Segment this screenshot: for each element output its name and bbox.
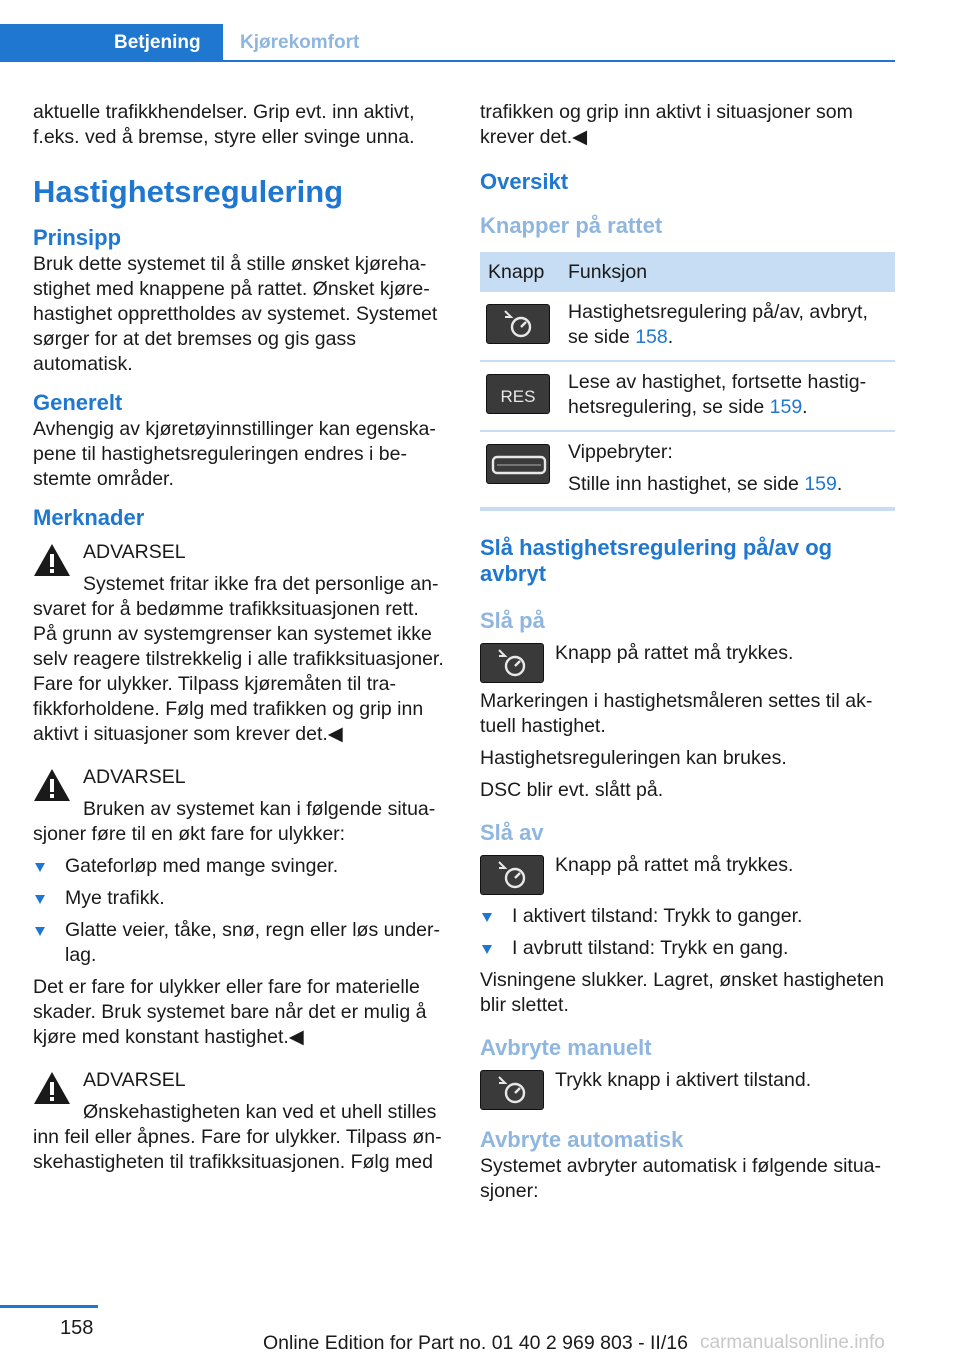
warning-bullet-list [33,854,448,968]
tab-betjening[interactable]: Betjening [0,24,223,62]
auto-heading: Avbryte automatisk [480,1127,684,1152]
slaav-text: Knapp på rattet må trykkes. [555,854,794,876]
list-item: Gateforløp med mange svinger. [33,854,448,879]
slapa-p1: Markeringen i hastighetsmåleren settes til aktuell hastighet. [480,690,873,737]
warning-block-1 [33,540,448,747]
bullet-triangle-icon [482,913,492,922]
auto-text: Systemet avbryter automatisk i følgende situasjoner: [480,1155,882,1202]
slaav-after-text: Visningene slukker. Lagret, ønsket hastigheten blir slettet. [480,969,884,1016]
list-item: I aktivert tilstand: Trykk to ganger. [480,904,895,929]
rocker-switch-icon [486,444,550,484]
cruise-control-button-icon [480,643,544,683]
slapa-instruction [480,641,895,685]
warning-after-text: Det er fare for ulykker eller fare for materielle skader. Bruk systemet bare når det er mulig å kjøre med konstant hastighet.◀ [33,976,427,1048]
bullet-triangle-icon [35,927,45,936]
table-cell: Lese av hastighet, fortsette hastighetsregulering, se side 159. [560,361,895,431]
table-header-row [480,252,895,292]
table-cell: Hastighetsregulering på/av, avbryt, se side 158. [560,292,895,361]
left-column [33,100,448,1175]
prinsipp-heading: Prinsipp [33,225,122,250]
sla-heading: Slå hastighetsregulering på/av og avbryt [480,535,833,586]
list-item: I avbrutt tilstand: Trykk en gang. [480,936,895,961]
slapa-text: Knapp på rattet må trykkes. [555,642,794,664]
intro-text: aktuelle trafikkhendelser. Grip evt. inn aktivt, f.eks. ved å bremse, styre eller svinge unna. [33,101,415,148]
table-cell [480,292,560,361]
rocker-label: Vippebryter: [568,441,673,463]
manuelt-text: Trykk knapp i aktivert tilstand. [555,1069,812,1091]
manuelt-heading: Avbryte manuelt [480,1035,652,1060]
table-header-cell: Funksjon [560,252,895,292]
watermark-text: carmanualsonline.info [700,1332,885,1353]
tab-kjorekomfort[interactable]: Kjørekomfort [240,32,360,53]
warning-text: Systemet fritar ikke fra det personlige ansvaret for å bedømme trafikksituasjonen rett. På grunn av systemgrenser kan systemet ikke selv reagere tilstrekkelig i alle trafikksituasjoner. Fare for ulykker. Tilpass kjøremåten til trafikkforholdene. Følg med trafikken og grip inn aktivt i situasjoner som krever det.◀ [33,573,444,745]
warning-block-3 [33,1068,448,1175]
list-item: Mye trafikk. [33,886,448,911]
slapa-p2: Hastighetsreguleringen kan brukes. [480,747,787,769]
slaav-heading: Slå av [480,820,544,845]
footer-rule [0,1305,98,1308]
knapper-heading: Knapper på rattet [480,213,663,238]
table-cell [560,431,895,509]
page-number: 158 [60,1317,94,1339]
table-header-cell: Knapp [480,252,560,292]
slapa-heading: Slå på [480,608,545,633]
warning-title: ADVARSEL [83,541,186,563]
intro-text: trafikken og grip inn aktivt i situasjoner som krever det.◀ [480,101,853,148]
res-button-icon: RES [486,374,550,414]
cruise-control-button-icon [486,304,550,344]
prinsipp-text: Bruk dette systemet til å stille ønsket kjørehastighet med knappene på rattet. Ønsket kjørehastighet opprettholdes av systemet. Systemet sørger for at det bremses og gis gass automatisk. [33,253,438,375]
buttons-table [480,252,895,511]
warning-text: Bruken av systemet kan i følgende situasjoner føre til en økt fare for ulykker: [33,798,436,845]
warning-title: ADVARSEL [83,1069,186,1091]
page-link[interactable]: 159 [769,396,803,418]
slaav-instruction [480,853,895,897]
cruise-control-button-icon [480,855,544,895]
warning-block-2 [33,765,448,847]
bullet-triangle-icon [35,895,45,904]
warning-title: ADVARSEL [83,766,186,788]
list-item: Glatte veier, tåke, snø, regn eller løs underlag. [33,918,448,968]
table-row [480,361,895,431]
right-column [480,100,895,1204]
page-link[interactable]: 158 [635,326,668,348]
generelt-text: Avhengig av kjøretøyinnstillinger kan egenskapene til hastighetsreguleringen endres i bestemte områder. [33,418,436,490]
table-row [480,292,895,361]
generelt-heading: Generelt [33,390,123,415]
manuelt-instruction [480,1068,895,1112]
warning-triangle-icon [33,1070,71,1106]
table-cell [480,431,560,509]
rocker-description: Stille inn hastighet, se side 159. [568,473,843,495]
warning-text: Ønskehastigheten kan ved et uhell stilles inn feil eller åpnes. Fare for ulykker. Tilpass ønskehastigheten til trafikksituasjonen. Følg med [33,1101,442,1173]
warning-triangle-icon [33,767,71,803]
oversikt-heading: Oversikt [480,169,569,194]
section-title: Hastighetsregulering [33,174,344,209]
bullet-triangle-icon [35,863,45,872]
table-cell [480,361,560,431]
slaav-bullet-list [480,904,895,961]
table-row [480,431,895,509]
cruise-control-button-icon [480,1070,544,1110]
bullet-triangle-icon [482,945,492,954]
merknader-heading: Merknader [33,505,145,530]
slapa-p3: DSC blir evt. slått på. [480,779,664,801]
warning-triangle-icon [33,542,71,578]
edition-text: Online Edition for Part no. 01 40 2 969 803 - II/16 [263,1332,688,1354]
page-link[interactable]: 159 [804,473,837,495]
chapter-tabbar [0,24,895,62]
